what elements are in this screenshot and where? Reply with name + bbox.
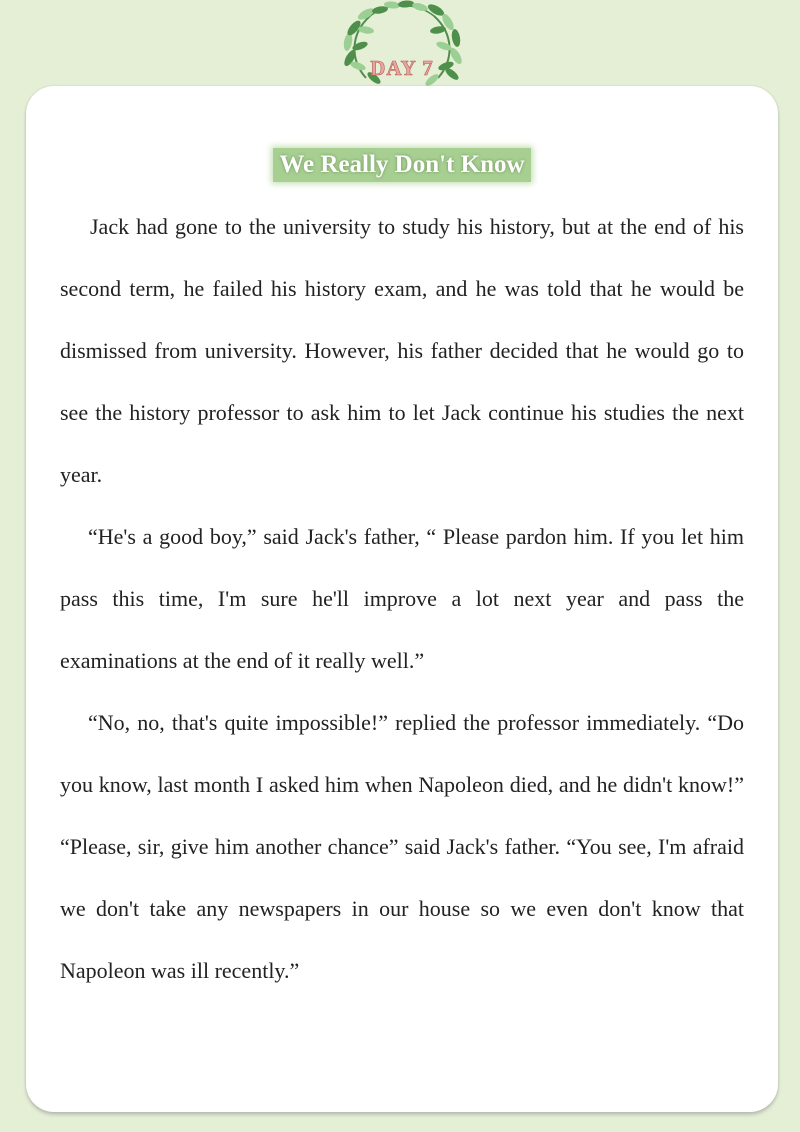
story-card: [26, 86, 778, 1112]
story-paragraph-3: “No, no, that's quite impossible!” replied the professor immediately. “Do you know, last month I asked him when Napoleon died, and he didn't know!” “Please, sir, give him another chance” said Jack's father. “You see, I'm afraid we don't take any newspapers in our house so we even don't know that Napoleon was ill recently.”: [60, 710, 744, 983]
story-body: [60, 196, 744, 1002]
story-title: We Really Don't Know: [273, 148, 530, 182]
story-paragraph-2: “He's a good boy,” said Jack's father, “ Please pardon him. If you let him pass this time, I'm sure he'll improve a lot next year and pass the examinations at the end of it really well.”: [60, 524, 744, 673]
day-badge: [336, 0, 468, 92]
title-row: [26, 148, 778, 182]
story-paragraph-1: Jack had gone to the university to study his history, but at the end of his second term, he failed his history exam, and he was told that he would be dismissed from university. However, his father decided that he would go to see the history professor to ask him to let Jack continue his studies the next year.: [60, 214, 744, 487]
day-label: DAY 7: [370, 56, 434, 80]
